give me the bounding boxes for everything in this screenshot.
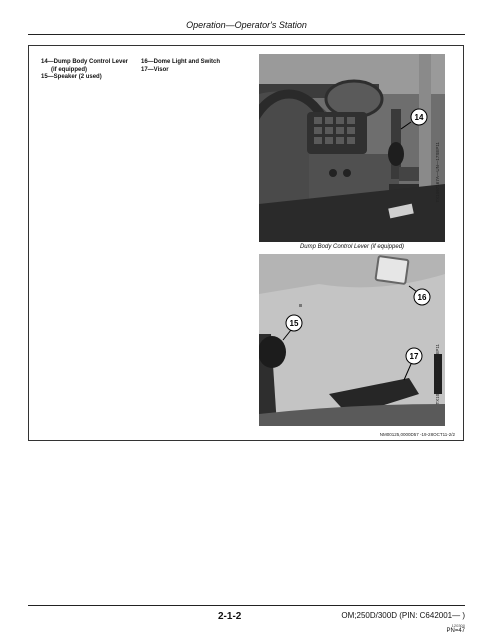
- figure2-code: TX1097168A—UN—16SEP11: [435, 344, 440, 405]
- callout-14-marker: 14: [414, 113, 424, 122]
- content-box: [28, 45, 464, 441]
- dump-body-lever-illustration: [259, 54, 445, 242]
- callout-17-marker: 17: [409, 352, 419, 361]
- cab-ceiling-photo: [259, 254, 445, 426]
- footer-code: 120300: [451, 623, 465, 628]
- callout-15-label: 15—Speaker (2 used): [41, 74, 102, 80]
- callout-14-label: 14—Dump Body Control Lever: [41, 59, 129, 65]
- callout-17-label: 17—Visor: [141, 66, 169, 73]
- callout-legend-column-2: [141, 59, 220, 74]
- page-number: 2-1-2: [218, 611, 242, 622]
- model-info: OM;250D/300D (PIN: C642001— ): [341, 611, 465, 620]
- callout-16-label: 16—Dome Light and Switch: [141, 59, 221, 65]
- footer-rule: [28, 605, 465, 606]
- page-pn: PN=47: [446, 628, 465, 634]
- header-rule: [28, 34, 465, 35]
- callout-14-qualifier: (if equipped): [51, 66, 87, 73]
- callout-legend-column-1: [41, 59, 128, 82]
- figure1-caption: Dump Body Control Lever (if equipped): [299, 244, 405, 250]
- document-code: NM00125,0000D57 -19-28OCT11-2/2: [379, 432, 455, 437]
- page-header-title: Operation—Operator's Station: [186, 20, 307, 30]
- cab-ceiling-illustration: [259, 254, 445, 426]
- callout-16-marker: 16: [417, 293, 427, 302]
- figure1-code: TX1097167A—UN—17SEP11: [435, 142, 440, 203]
- dump-body-lever-photo: [259, 54, 445, 242]
- callout-15-marker: 15: [289, 319, 299, 328]
